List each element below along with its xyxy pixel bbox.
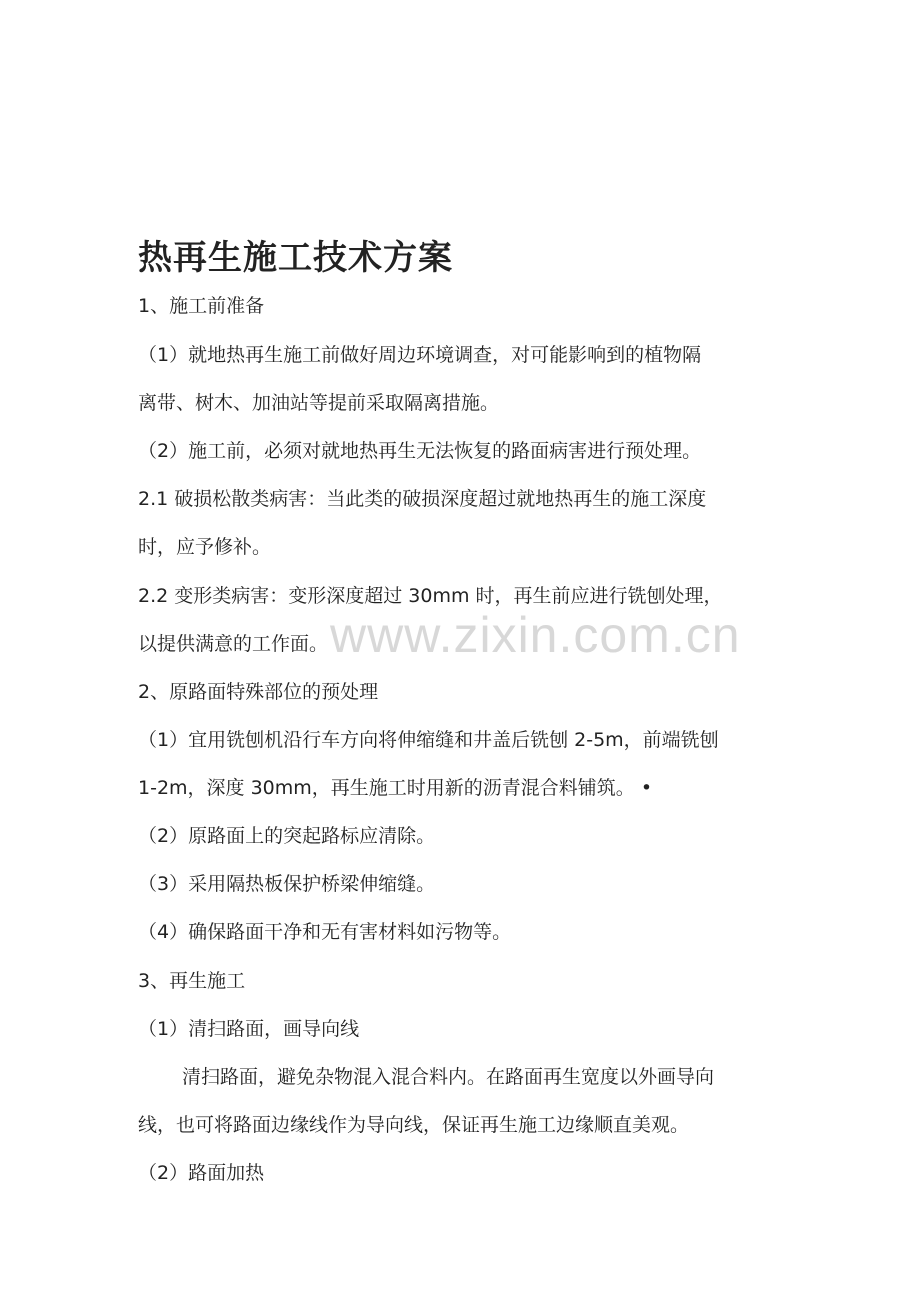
paragraph-line: （1）清扫路面，画导向线 (138, 1018, 360, 1040)
paragraph-line: 以提供满意的工作面。 (138, 633, 329, 655)
paragraph-line: 线，也可将路面边缘线作为导向线，保证再生施工边缘顺直美观。 (138, 1114, 690, 1136)
heading-section-2: 2、原路面特殊部位的预处理 (138, 681, 379, 703)
paragraph-line: 2.2 变形类病害：变形深度超过 30mm 时，再生前应进行铣刨处理， (138, 585, 723, 607)
paragraph-line: （2）路面加热 (138, 1162, 265, 1184)
paragraph-line: （1）就地热再生施工前做好周边环境调查，对可能影响到的植物隔 (138, 344, 702, 366)
document-title: 热再生施工技术方案 (138, 238, 453, 278)
paragraph-line: 时，应予修补。 (138, 536, 272, 558)
paragraph-line: （4）确保路面干净和无有害材料如污物等。 (138, 921, 512, 943)
heading-section-3: 3、再生施工 (138, 970, 246, 992)
paragraph-line: 清扫路面，避免杂物混入混合料内。在路面再生宽度以外画导向 (182, 1066, 715, 1088)
paragraph-line: （1）宜用铣刨机沿行车方向将伸缩缝和井盖后铣刨 2-5m，前端铣刨 (138, 729, 719, 751)
paragraph-line: 离带、树木、加油站等提前采取隔离措施。 (138, 392, 500, 414)
paragraph-line: （2）施工前，必须对就地热再生无法恢复的路面病害进行预处理。 (138, 440, 702, 462)
paragraph-line: （2）原路面上的突起路标应清除。 (138, 825, 436, 847)
paragraph-line: 2.1 破损松散类病害：当此类的破损深度超过就地热再生的施工深度 (138, 488, 707, 510)
watermark: www.zixin.com.cn (330, 607, 741, 663)
heading-section-1: 1、施工前准备 (138, 295, 265, 317)
paragraph-line: （3）采用隔热板保护桥梁伸缩缝。 (138, 873, 436, 895)
paragraph-line: 1-2m，深度 30mm，再生施工时用新的沥青混合料铺筑。 • (138, 777, 653, 799)
